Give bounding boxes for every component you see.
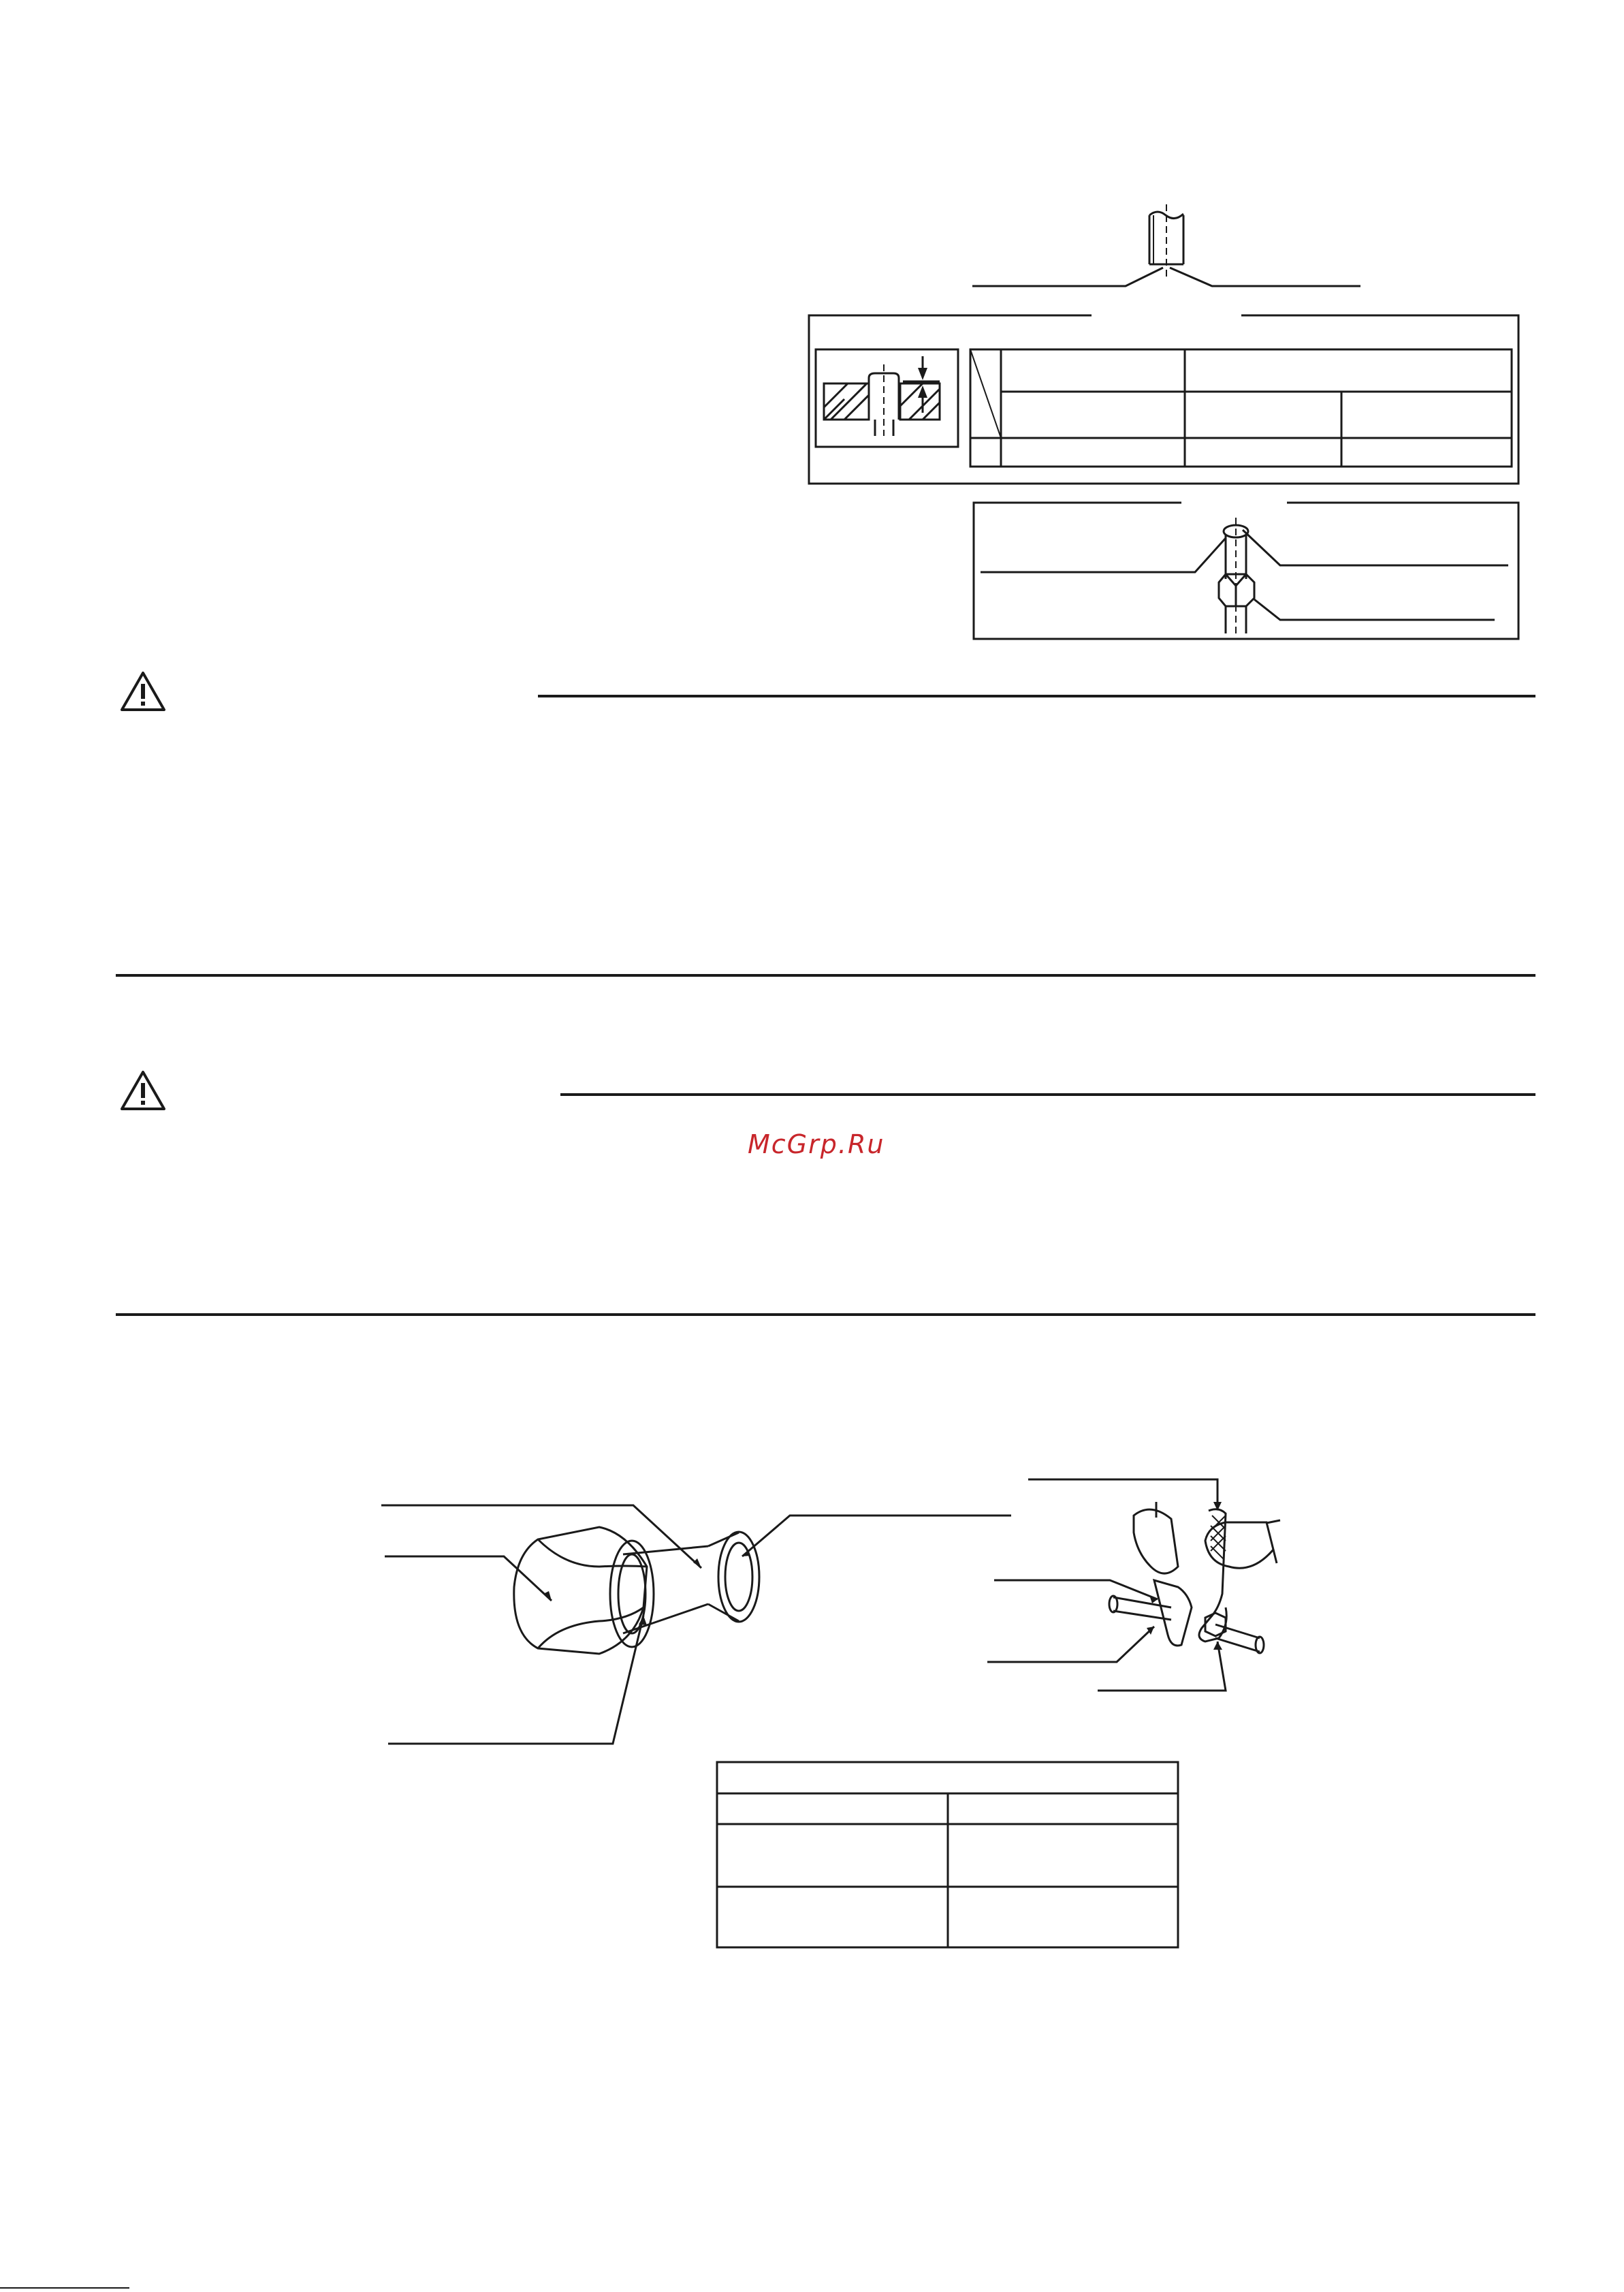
warning-triangle-icon bbox=[119, 1069, 167, 1112]
caution-1-title-rule bbox=[538, 695, 1535, 697]
watermark: McGrp.Ru bbox=[748, 1129, 885, 1159]
footer-rule bbox=[0, 2287, 129, 2289]
caution-1-bottom-rule bbox=[116, 974, 1535, 977]
warning-triangle-icon bbox=[119, 670, 167, 712]
caution-2-bottom-rule bbox=[116, 1313, 1535, 1316]
caution-2-title-rule bbox=[560, 1093, 1535, 1096]
